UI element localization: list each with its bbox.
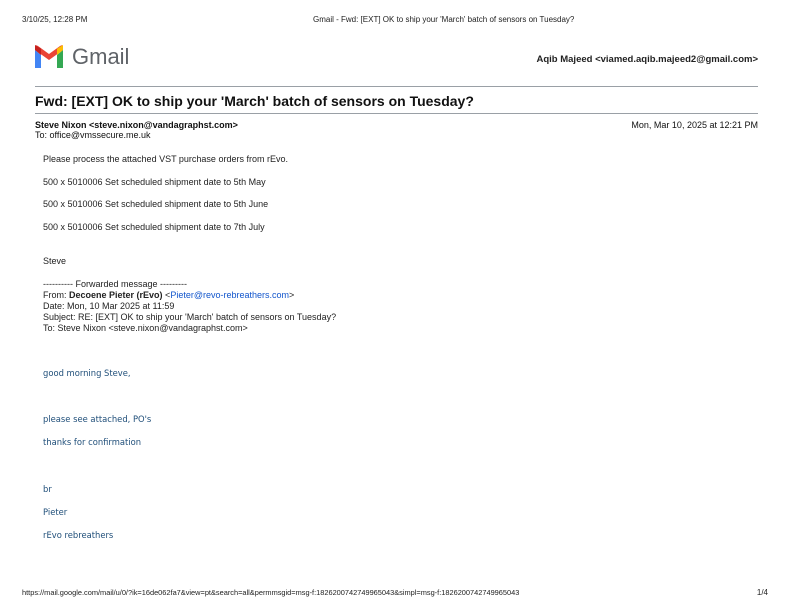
body-line: 500 x 5010006 Set scheduled shipment date to 5th June — [43, 199, 269, 209]
body-line: 500 x 5010006 Set scheduled shipment date to 7th July — [43, 222, 265, 232]
body-line: Please process the attached VST purchase orders from rEvo. — [43, 154, 288, 164]
quoted-line: Pieter — [43, 507, 68, 517]
header-divider — [35, 86, 758, 87]
email-subject: Fwd: [EXT] OK to ship your 'March' batch of sensors on Tuesday? — [35, 93, 474, 109]
forward-from: From: Decoene Pieter (rEvo) <Pieter@revo-rebreathers.com> — [43, 290, 295, 300]
recipient: To: office@vmssecure.me.uk — [35, 130, 151, 140]
forward-to: To: Steve Nixon <steve.nixon@vandagraphst.com> — [43, 323, 248, 333]
quoted-line: good morning Steve, — [43, 368, 131, 378]
print-date: 3/10/25, 12:28 PM — [22, 15, 88, 24]
quoted-line: please see attached, PO's — [43, 414, 152, 424]
sent-date: Mon, Mar 10, 2025 at 12:21 PM — [631, 120, 758, 130]
quoted-line: thanks for confirmation — [43, 437, 142, 447]
forward-date: Date: Mon, 10 Mar 2025 at 11:59 — [43, 301, 175, 311]
forward-divider: ---------- Forwarded message --------- — [43, 279, 187, 289]
quoted-line: br — [43, 484, 52, 494]
quoted-line: rEvo rebreathers — [43, 530, 114, 540]
page-number: 1/4 — [756, 588, 768, 597]
body-line: 500 x 5010006 Set scheduled shipment date to 5th May — [43, 177, 266, 187]
print-title: Gmail - Fwd: [EXT] OK to ship your 'March' batch of sensors on Tuesday? — [313, 15, 575, 24]
forward-from-email-link[interactable]: Pieter@revo-rebreathers.com — [170, 290, 289, 300]
subject-divider — [35, 113, 758, 114]
signoff: Steve — [43, 256, 67, 266]
gmail-wordmark: Gmail — [72, 44, 130, 69]
forward-from-name: Decoene Pieter (rEvo) — [69, 290, 163, 300]
sender: Steve Nixon <steve.nixon@vandagraphst.com> — [35, 120, 238, 130]
print-url: https://mail.google.com/mail/u/0/?ik=16de062fa7&view=pt&search=all&permmsgid=msg-f:1826200742749965043&simpl=msg-f:1826200742749965043 — [22, 588, 520, 597]
account-label: Aqib Majeed <viamed.aqib.majeed2@gmail.com> — [536, 54, 758, 65]
forward-subject: Subject: RE: [EXT] OK to ship your 'March' batch of sensors on Tuesday? — [43, 312, 337, 322]
gmail-logo-icon — [33, 44, 65, 70]
